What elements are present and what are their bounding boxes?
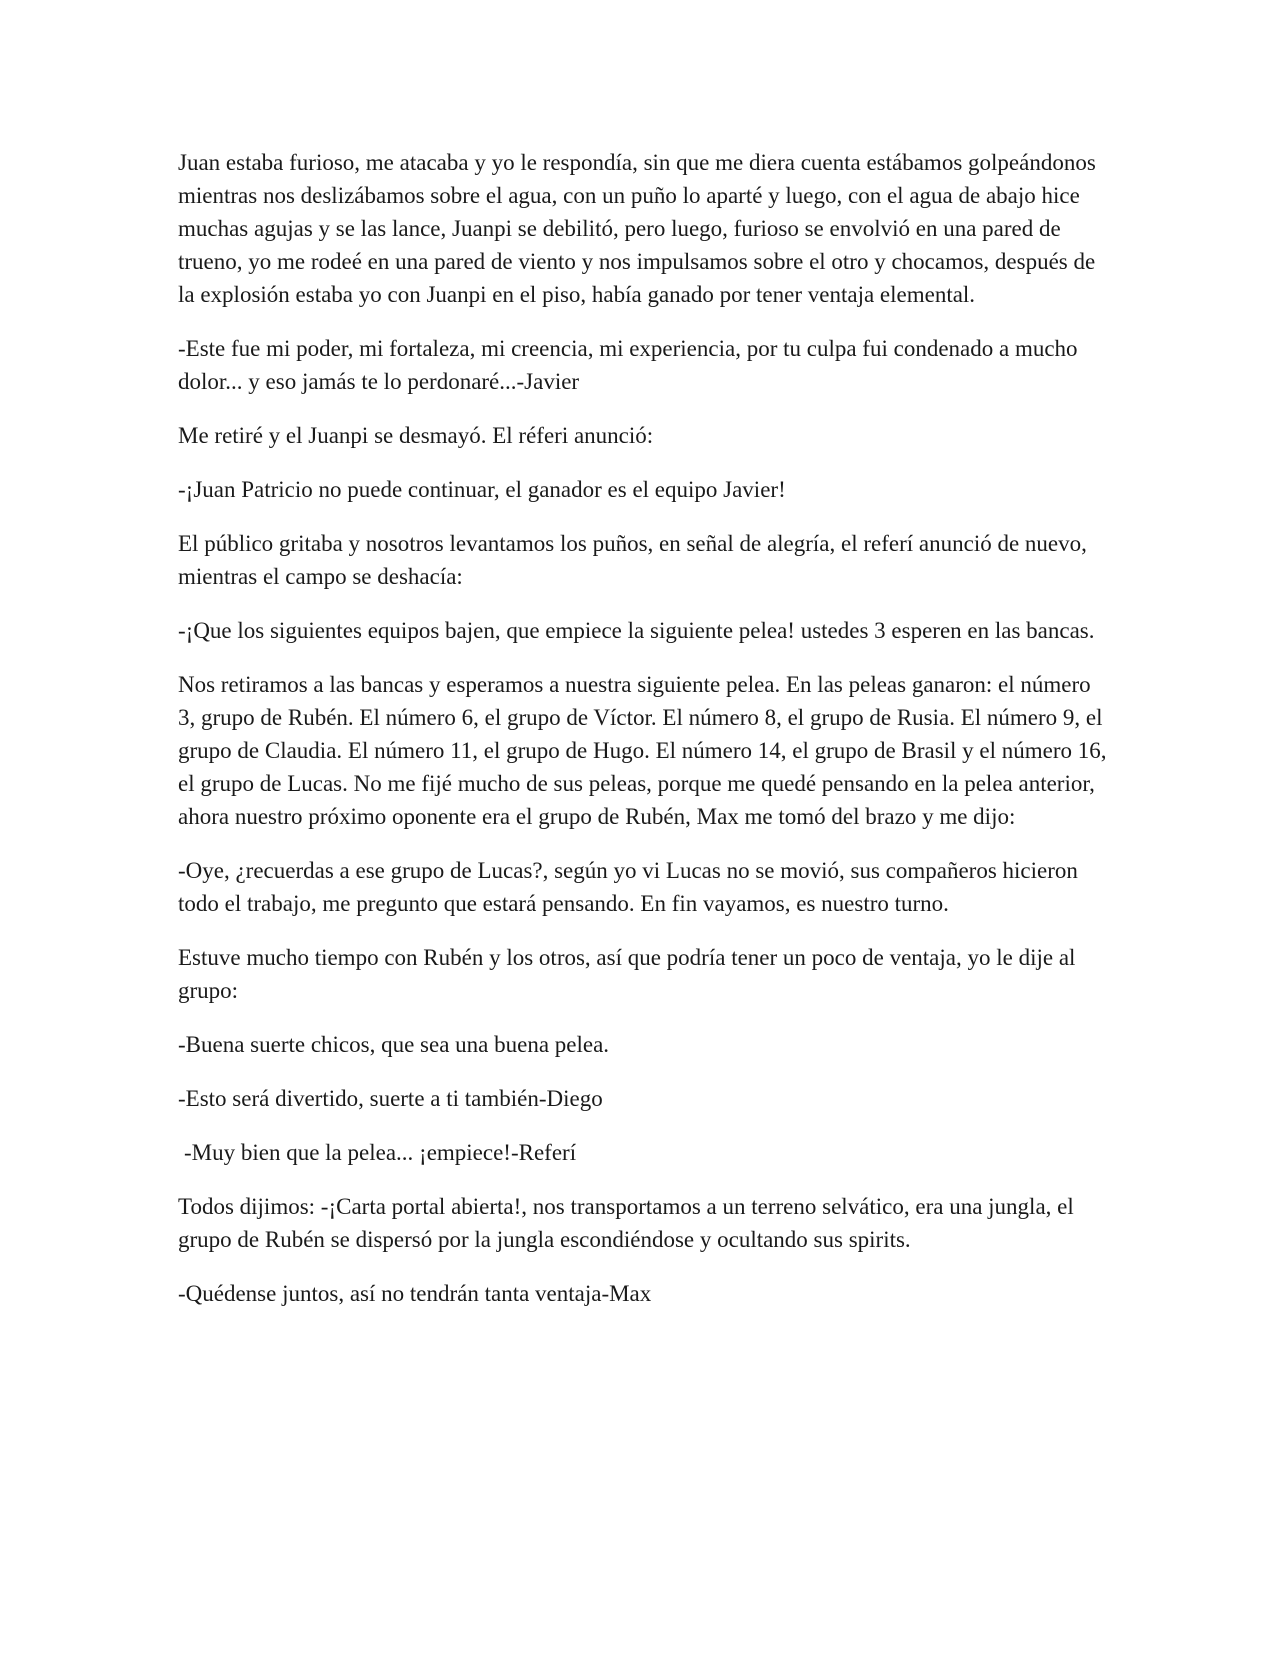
paragraph-9: Estuve mucho tiempo con Rubén y los otros, así que podría tener un poco de ventaja, yo le dije al grupo: [178, 945, 1076, 1003]
paragraph-6: -¡Que los siguientes equipos bajen, que empiece la siguiente pelea! ustedes 3 esperen en las bancas. [178, 618, 1095, 643]
paragraph-4: -¡Juan Patricio no puede continuar, el ganador es el equipo Javier! [178, 477, 786, 502]
paragraph-10: -Buena suerte chicos, que sea una buena pelea. [178, 1032, 610, 1057]
paragraph-3: Me retiré y el Juanpi se desmayó. El réferi anunció: [178, 423, 654, 448]
paragraph-13: Todos dijimos: -¡Carta portal abierta!, nos transportamos a un terreno selvático, era una jungla, el grupo de Rubén se dispersó por la jungla escondiéndose y ocultando sus spirits. [178, 1194, 1074, 1252]
paragraph-8: -Oye, ¿recuerdas a ese grupo de Lucas?, según yo vi Lucas no se movió, sus compañeros hicieron todo el trabajo, me pregunto que estará pensando. En fin vayamos, es nuestro turno. [178, 858, 1078, 916]
paragraph-12: -Muy bien que la pelea... ¡empiece!-Referí [184, 1140, 577, 1165]
paragraph-11: -Esto será divertido, suerte a ti también-Diego [178, 1086, 603, 1111]
paragraph-2: -Este fue mi poder, mi fortaleza, mi creencia, mi experiencia, por tu culpa fui condenado a mucho dolor... y eso jamás te lo perdonaré...-Javier [178, 336, 1078, 394]
document-body [178, 146, 1108, 1331]
paragraph-7: Nos retiramos a las bancas y esperamos a nuestra siguiente pelea. En las peleas ganaron: el número 3, grupo de Rubén. El número 6, el grupo de Víctor. El número 8, el grupo de Rusia. El número 9, el grupo de Claudia. El número 11, el grupo de Hugo. El número 14, el grupo de Brasil y el número 16, el grupo de Lucas. No me fijé mucho de sus peleas, porque me quedé pensando en la pelea anterior, ahora nuestro próximo oponente era el grupo de Rubén, Max me tomó del brazo y me dijo: [178, 672, 1107, 829]
paragraph-14: -Quédense juntos, así no tendrán tanta ventaja-Max [178, 1281, 652, 1306]
paragraph-5: El público gritaba y nosotros levantamos los puños, en señal de alegría, el referí anunció de nuevo, mientras el campo se deshacía: [178, 531, 1087, 589]
paragraph-1: Juan estaba furioso, me atacaba y yo le respondía, sin que me diera cuenta estábamos golpeándonos mientras nos deslizábamos sobre el agua, con un puño lo aparté y luego, con el agua de abajo hice muchas agujas y se las lance, Juanpi se debilitó, pero luego, furioso se envolvió en una pared de trueno, yo me rodeé en una pared de viento y nos impulsamos sobre el otro y chocamos, después de la explosión estaba yo con Juanpi en el piso, había ganado por tener ventaja elemental. [178, 150, 1096, 307]
